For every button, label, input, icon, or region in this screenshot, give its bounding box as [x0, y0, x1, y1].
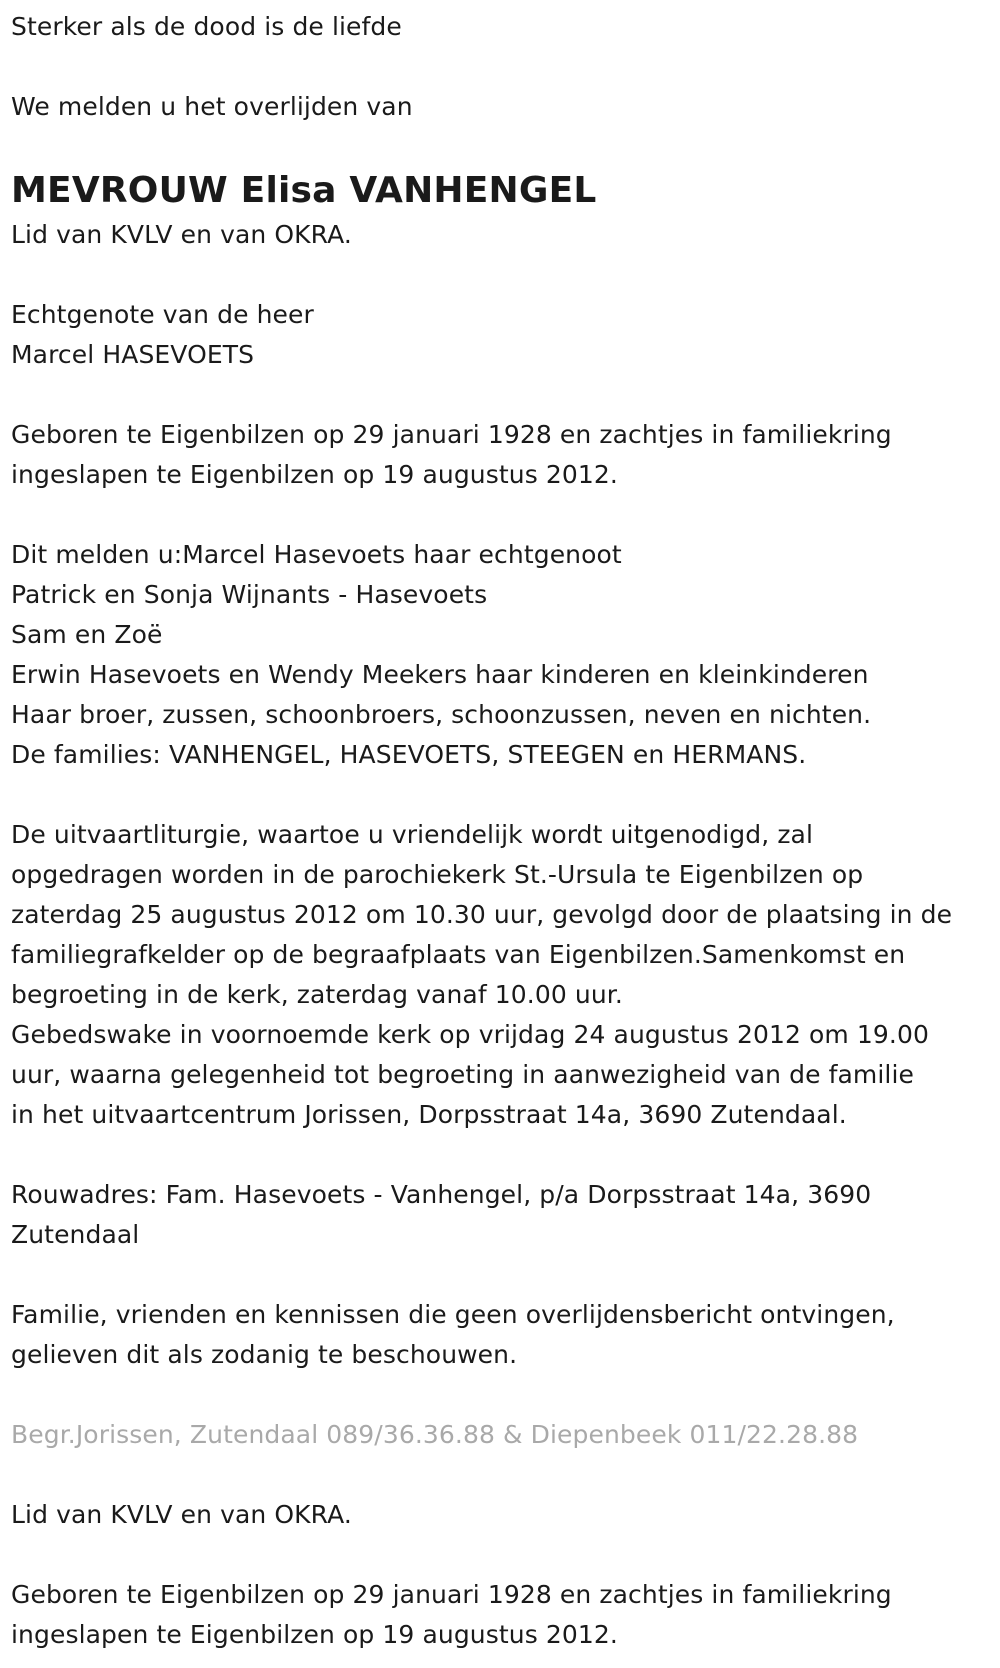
spacer — [11, 495, 1000, 535]
closing-section — [11, 1295, 1000, 1375]
spouse-section — [11, 295, 1000, 375]
ceremony-line: uur, waarna gelegenheid tot begroeting in aanwezigheid van de familie — [11, 1060, 915, 1089]
ceremony-line: De uitvaartliturgie, waartoe u vriendelijk wordt uitgenodigd, zal — [11, 820, 814, 849]
spacer — [11, 1375, 1000, 1415]
family-line: Patrick en Sonja Wijnants - Hasevoets — [11, 580, 488, 609]
motto: Sterker als de dood is de liefde — [11, 12, 402, 41]
closing-line: Familie, vrienden en kennissen die geen overlijdensbericht ontvingen, — [11, 1300, 895, 1329]
address-line: Zutendaal — [11, 1220, 140, 1249]
undertaker-info: Begr.Jorissen, Zutendaal 089/36.36.88 & Diepenbeek 011/22.28.88 — [11, 1420, 859, 1449]
family-section — [11, 535, 1000, 775]
spacer — [11, 775, 1000, 815]
family-line: Haar broer, zussen, schoonbroers, schoonzussen, neven en nichten. — [11, 700, 872, 729]
address-section — [11, 1175, 1000, 1255]
spouse-line: Marcel HASEVOETS — [11, 340, 255, 369]
birth-death-section — [11, 415, 1000, 495]
spacer — [11, 127, 1000, 167]
ceremony-line: familiegrafkelder op de begraafplaats van Eigenbilzen.Samenkomst en — [11, 940, 906, 969]
ceremony-section — [11, 815, 1000, 1135]
birth-death-line: Geboren te Eigenbilzen op 29 januari 1928 en zachtjes in familiekring — [11, 420, 892, 449]
spacer — [11, 1455, 1000, 1495]
intro-text: We melden u het overlijden van — [11, 92, 413, 121]
ceremony-line: Gebedswake in voornoemde kerk op vrijdag 24 augustus 2012 om 19.00 — [11, 1020, 929, 1049]
birth-death-section-repeat — [11, 1575, 1000, 1655]
ceremony-line: zaterdag 25 augustus 2012 om 10.30 uur, gevolgd door de plaatsing in de — [11, 900, 953, 929]
spacer — [11, 375, 1000, 415]
ceremony-line: in het uitvaartcentrum Jorissen, Dorpsstraat 14a, 3690 Zutendaal. — [11, 1100, 847, 1129]
family-line: Dit melden u:Marcel Hasevoets haar echtgenoot — [11, 540, 622, 569]
closing-line: gelieven dit als zodanig te beschouwen. — [11, 1340, 518, 1369]
address-line: Rouwadres: Fam. Hasevoets - Vanhengel, p/a Dorpsstraat 14a, 3690 — [11, 1180, 872, 1209]
spacer — [11, 1135, 1000, 1175]
birth-death-line: ingeslapen te Eigenbilzen op 19 augustus 2012. — [11, 460, 618, 489]
spacer — [11, 1535, 1000, 1575]
family-line: Sam en Zoë — [11, 620, 163, 649]
birth-death-line: Geboren te Eigenbilzen op 29 januari 1928 en zachtjes in familiekring — [11, 1580, 892, 1609]
ceremony-line: begroeting in de kerk, zaterdag vanaf 10.00 uur. — [11, 980, 623, 1009]
family-line: De families: VANHENGEL, HASEVOETS, STEEGEN en HERMANS. — [11, 740, 807, 769]
spacer — [11, 255, 1000, 295]
ceremony-line: opgedragen worden in de parochiekerk St.-Ursula te Eigenbilzen op — [11, 860, 864, 889]
spacer — [11, 1255, 1000, 1295]
membership-text-repeat: Lid van KVLV en van OKRA. — [11, 1500, 352, 1529]
family-line: Erwin Hasevoets en Wendy Meekers haar kinderen en kleinkinderen — [11, 660, 869, 689]
membership-text: Lid van KVLV en van OKRA. — [11, 220, 352, 249]
birth-death-line: ingeslapen te Eigenbilzen op 19 augustus 2012. — [11, 1620, 618, 1649]
deceased-name: MEVROUW Elisa VANHENGEL — [11, 170, 597, 211]
spouse-line: Echtgenote van de heer — [11, 300, 314, 329]
spacer — [11, 47, 1000, 87]
